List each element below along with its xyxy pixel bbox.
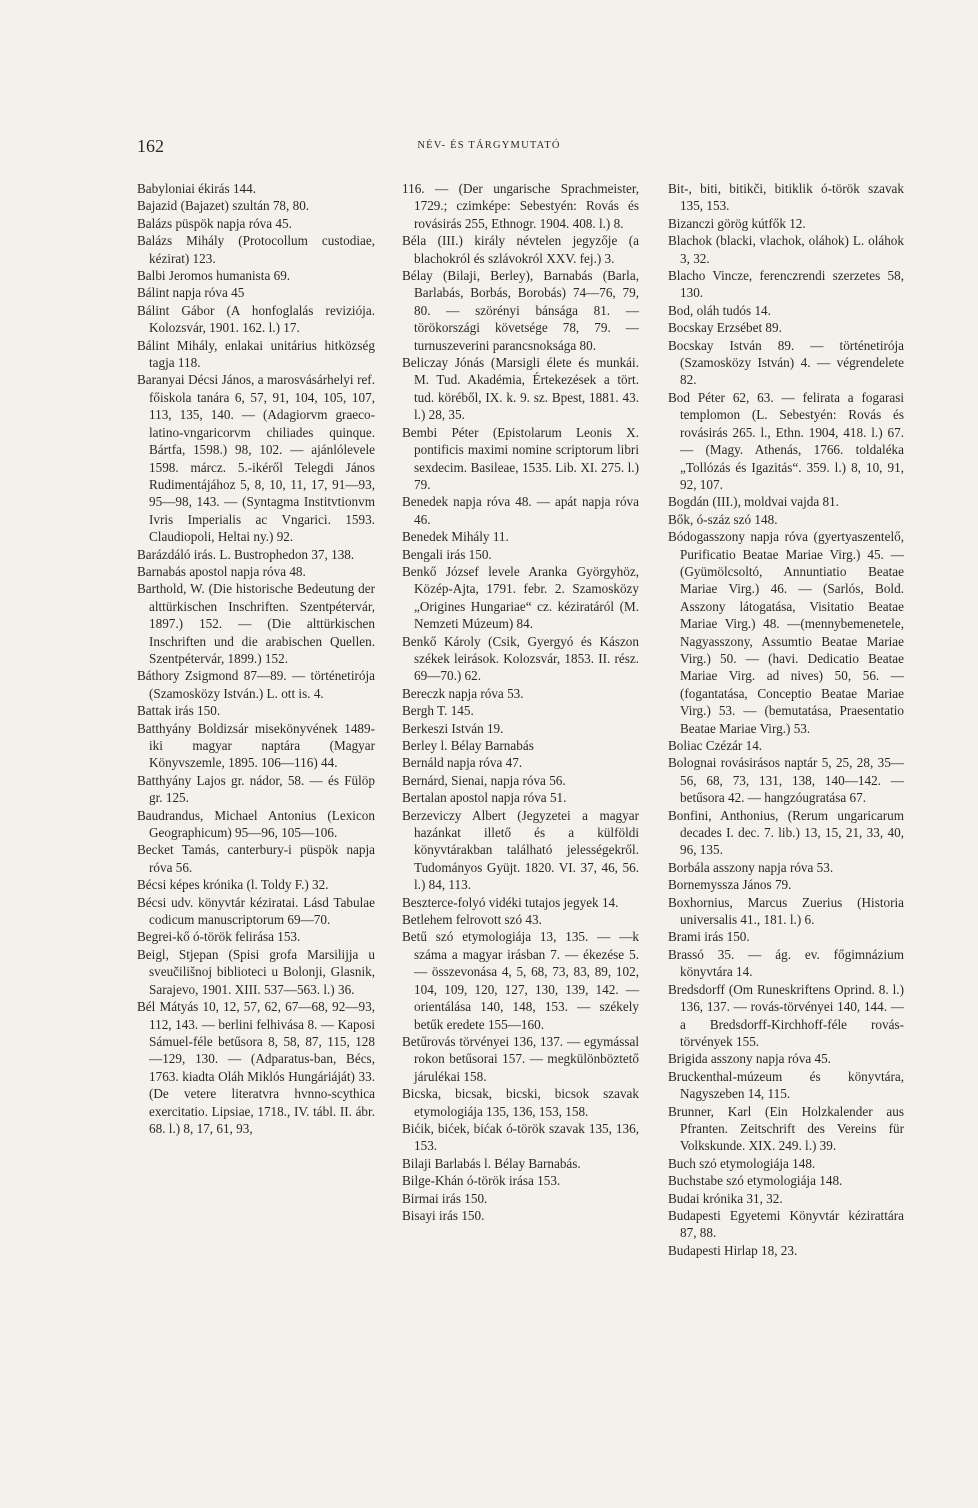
index-entry: Bengali irás 150.: [402, 546, 492, 562]
index-entry: Borbála asszony napja róva 53.: [668, 859, 834, 875]
index-entry: Batthyány Lajos gr. nádor, 58. — és Fülöp gr. 125.: [137, 772, 375, 806]
index-entry: Bod Péter 62, 63. — felirata a fogarasi templomon (L. Sebestyén: Rovás és rovásirás 265. l., Ethn. 1904, 418. l.) 67. — (Magy. Athenás, 1766. toldaléka „Tollózás és Igazitás“. 359. l.) 8, 10, 91, 92, 107.: [668, 389, 904, 492]
index-column-1: [137, 180, 375, 1137]
index-entry: Bertalan apostol napja róva 51.: [402, 790, 567, 806]
index-entry: Betűrovás törvényei 136, 137. — egymással rokon betűsorai 157. — megkülönböztető járulékai 158.: [402, 1033, 639, 1084]
index-entry: Bod, oláh tudós 14.: [668, 302, 771, 318]
index-entry: Brassó 35. — ág. ev. főgimnázium könyvtára 14.: [668, 946, 904, 980]
index-entry: Betű szó etymologiája 13, 135. — —k száma a magyar irásban 7. — ékezése 5. — összevonása 4, 5, 68, 73, 83, 89, 102, 104, 109, 120, 127, 130, 139, 142. — orientálása 140, 148, 153. — székely betűk eredete 155—160.: [402, 929, 639, 1032]
index-entry: Boxhornius, Marcus Zuerius (Historia universalis 41., 181. l.) 6.: [668, 894, 904, 928]
index-entry: Bit-, biti, bitikči, bitiklik ó-török szavak 135, 153.: [668, 181, 904, 214]
index-entry: Baudrandus, Michael Antonius (Lexicon Geographicum) 95—96, 105—106.: [137, 807, 375, 841]
index-entry: Bernáld napja róva 47.: [402, 755, 523, 771]
index-entry: Beliczay Jónás (Marsigli élete és munkái. M. Tud. Akadémia, Értekezések a tört. tud. köréből, IX. k. 9. sz. Bpest, 1881. 43. l.) 28, 35.: [402, 355, 639, 423]
index-entry: Bocskay István 89. — történetirója (Szamosközy István) 4. — végrendelete 82.: [668, 337, 904, 388]
index-entry: Béla (III.) király névtelen jegyzője (a blachokról és szlávokról XXV. fej.) 3.: [402, 233, 639, 266]
index-entry: Benkő Károly (Csik, Gyergyó és Kászon székek leirások. Kolozsvár, 1853. II. rész. 69—70.) 62.: [402, 633, 639, 684]
index-entry: Birmai irás 150.: [402, 1190, 488, 1206]
index-entry: Benkő József levele Aranka Györgyhöz, Közép-Ajta, 1791. febr. 2. Szamosközy „Origines Hungariae“ cz. kéziratáról (M. Nemzeti Múzeum) 84.: [402, 563, 639, 632]
index-entry: Baranyai Décsi János, a marosvásárhelyi ref. főiskola tanára 6, 57, 91, 104, 105, 107, 113, 135, 140. — (Adagiorvm graeco-latino-vngaricorvm chiliades quinque. Bártfa, 1598.) 98, 102. — ajánlólevele 1598. márcz. 5.-ikéről Telegdi János Rudimentájához 5, 8, 10, 11, 17, 91—93, 95—98, 143. — (Syntagma Institvtionvm Ivris Imperialis ac Vngarici. 1593. Claudiopoli, Heltai ny.) 92.: [137, 372, 375, 545]
index-entry: Barnabás apostol napja róva 48.: [137, 563, 306, 579]
index-entry: Bilge-Khán ó-török irása 153.: [402, 1173, 561, 1189]
index-entry: Beszterce-folyó vidéki tutajos jegyek 14.: [402, 894, 619, 910]
index-entry: Blachok (blacki, vlachok, oláhok) L. oláhok 3, 32.: [668, 233, 904, 266]
index-entry: Brunner, Karl (Ein Holzkalender aus Pfranten. Zeitschrift des Vereins für Volkskunde. XIX. 249. l.) 39.: [668, 1103, 904, 1154]
index-entry: Bisayi irás 150.: [402, 1207, 485, 1223]
index-entry: Becket Tamás, canterbury-i püspök napja róva 56.: [137, 842, 375, 875]
index-entry: Barázdáló irás. L. Bustrophedon 37, 138.: [137, 546, 355, 562]
index-entry: Bálint Gábor (A honfoglalás reviziója. Kolozsvár, 1901. 162. l.) 17.: [137, 302, 375, 336]
index-entry: Battak irás 150.: [137, 703, 221, 719]
index-column-3: [668, 180, 904, 1259]
page-header: [0, 136, 978, 156]
index-entry: Berley l. Bélay Barnabás: [402, 738, 534, 753]
index-entry: Bereczk napja róva 53.: [402, 685, 524, 701]
index-entry: Bogdán (III.), moldvai vajda 81.: [668, 494, 840, 510]
index-entry: Bódogasszony napja róva (gyertyaszentelő, Purificatio Beatae Mariae Virg.) 45. — (Gyümölcsoltó, Annuntiatio Beatae Mariae Virg.) 46. — (Sarlós, Bold. Asszony látogatása, Visitatio Beatae Mariae Virg.) 48. —(mennybemenetele, Nagyasszony, Assumtio Beatae Mariae Virg.) 50. — (havi. Dedicatio Beatae Mariae Virg. ad nives) 50, 56. — (fogantatása, Conceptio Beatae Mariae Virg.) 53. — (bemutatása, Praesentatio Beatae Mariae Virg.) 53.: [668, 529, 904, 736]
index-entry: Budapesti Hirlap 18, 23.: [668, 1242, 798, 1258]
index-entry: Bolognai rovásirásos naptár 5, 25, 28, 35—56, 68, 73, 131, 138, 140—142. — betűsora 42. — hangzóugratása 67.: [668, 755, 904, 806]
index-entry: Beigl, Stjepan (Spisi grofa Marsilijja u sveučilišnoj biblioteci u Bolonji, Glasnik, Sarajevo, 1901. XIII. 537—563. l.) 36.: [137, 946, 375, 997]
index-entry: Bajazid (Bajazet) szultán 78, 80.: [137, 198, 310, 214]
index-entry: Bornemyssza János 79.: [668, 877, 792, 893]
index-column-2: [402, 180, 639, 1224]
index-entry: 116. — (Der ungarische Sprachmeister, 1729.; czimképe: Sebestyén: Rovás és rovásirás 255, Ethnogr. 1904. 408. l.) 8.: [402, 181, 639, 231]
index-entry: Buch szó etymologiája 148.: [668, 1155, 816, 1171]
index-entry: Barthold, W. (Die historische Bedeutung der alttürkischen Inschriften. Szentpétervár, 1897.) 152. — (Die alttürkischen Inschriften und die arabischen Quellen. Szentpétervár, 1899.) 152.: [137, 581, 375, 666]
index-entry: Bálint napja róva 45: [137, 285, 245, 301]
index-entry: Berkeszi István 19.: [402, 720, 504, 736]
index-entry: Balázs püspök napja róva 45.: [137, 215, 292, 231]
index-entry: Bocskay Erzsébet 89.: [668, 320, 782, 336]
index-entry: Bićik, bićek, bićak ó-török szavak 135, 136, 153.: [402, 1120, 639, 1154]
index-entry: Bélay (Bilaji, Berley), Barnabás (Barla, Barlabás, Borbás, Borobás) 74—76, 79, 80. — szörényi bánsága 81. — törökországi követsége 78, 79. — turnuszeverini parancsnoksága 80.: [402, 268, 639, 353]
index-entry: Bonfini, Anthonius, (Rerum ungaricarum decades I. dec. 7. lib.) 13, 15, 21, 33, 40, 96, 135.: [668, 807, 904, 858]
index-entry: Balbi Jeromos humanista 69.: [137, 268, 291, 284]
index-entry: Bők, ó-száz szó 148.: [668, 511, 778, 527]
index-entry: Bergh T. 145.: [402, 703, 474, 719]
index-entry: Brami irás 150.: [668, 929, 750, 945]
index-entry: Benedek Mihály 11.: [402, 529, 509, 545]
index-entry: Bizanczi görög kútfők 12.: [668, 215, 806, 231]
index-entry: Buchstabe szó etymologiája 148.: [668, 1173, 843, 1189]
index-entry: Batthyány Boldizsár misekönyvének 1489-iki magyar naptára (Magyar Könyvszemle, 1895. 106—116) 44.: [137, 720, 375, 771]
index-entry: Bruckenthal-múzeum és könyvtára, Nagyszeben 14, 115.: [668, 1068, 904, 1102]
index-entry: Bredsdorff (Om Runeskriftens Oprind. 8. l.) 136, 137. — rovás-törvényei 140, 144. — a Bredsdorff-Kirchhoff-féle rovás-törvények 155.: [668, 981, 904, 1049]
index-entry: Brigida asszony napja róva 45.: [668, 1051, 831, 1067]
index-entry: Benedek napja róva 48. — apát napja róva 46.: [402, 494, 639, 527]
index-entry: Bálint Mihály, enlakai unitárius hitközség tagja 118.: [137, 337, 375, 371]
index-entry: Balázs Mihály (Protocollum custodiae, kézirat) 123.: [137, 233, 375, 266]
index-entry: Bél Mátyás 10, 12, 57, 62, 67—68, 92—93, 112, 143. — berlini felhivása 8. — Kaposi Sámuel-féle betűsora 8, 58, 87, 115, 128—129, 130. — (Adparatus-ban, Bécs, 1763. kiadta Oláh Miklós Hungáriáját) 33. (De vetere literatvra hvnno-scythica exercitatio. Lipsiae, 1718., IV. tábl. II. ábr. 68. l.) 8, 17, 61, 93,: [137, 999, 375, 1136]
index-entry: Betlehem felrovott szó 43.: [402, 912, 542, 928]
running-title: NÉV- ÉS TÁRGYMUTATÓ: [417, 140, 561, 151]
index-entry: Bilaji Barlabás l. Bélay Barnabás.: [402, 1155, 581, 1171]
index-entry: Bécsi udv. könyvtár kéziratai. Lásd Tabulae codicum manuscriptorum 69—70.: [137, 894, 375, 928]
index-entry: Bécsi képes krónika (l. Toldy F.) 32.: [137, 877, 329, 893]
page-number: 162: [137, 136, 164, 156]
index-entry: Berzeviczy Albert (Jegyzetei a magyar hazánkat illető és a külföldi könyvtárakban található jelességekről. Tudományos Gyüjt. 1820. VI. 37, 46, 56. l.) 84, 113.: [402, 807, 639, 893]
index-entry: Báthory Zsigmond 87—89. — történetirója (Szamosközy István.) L. ott is. 4.: [137, 668, 375, 701]
index-entry: Babyloniai ékirás 144.: [137, 181, 257, 196]
index-entry: Bicska, bicsak, bicski, bicsok szavak etymologiája 135, 136, 153, 158.: [402, 1086, 639, 1119]
index-entry: Budai krónika 31, 32.: [668, 1190, 783, 1206]
index-entry: Blacho Vincze, ferenczrendi szerzetes 58, 130.: [668, 268, 904, 301]
index-entry: Budapesti Egyetemi Könyvtár kézirattára 87, 88.: [668, 1207, 904, 1241]
index-entry: Begrei-kő ó-török felirása 153.: [137, 929, 301, 945]
index-entry: Boliac Czézár 14.: [668, 738, 763, 753]
index-entry: Bernárd, Sienai, napja róva 56.: [402, 772, 566, 788]
index-entry: Bembi Péter (Epistolarum Leonis X. pontificis maximi nomine scriptorum libri sexdecim. Basileae, 1535. Lib. XI. 275. l.) 79.: [402, 424, 639, 492]
